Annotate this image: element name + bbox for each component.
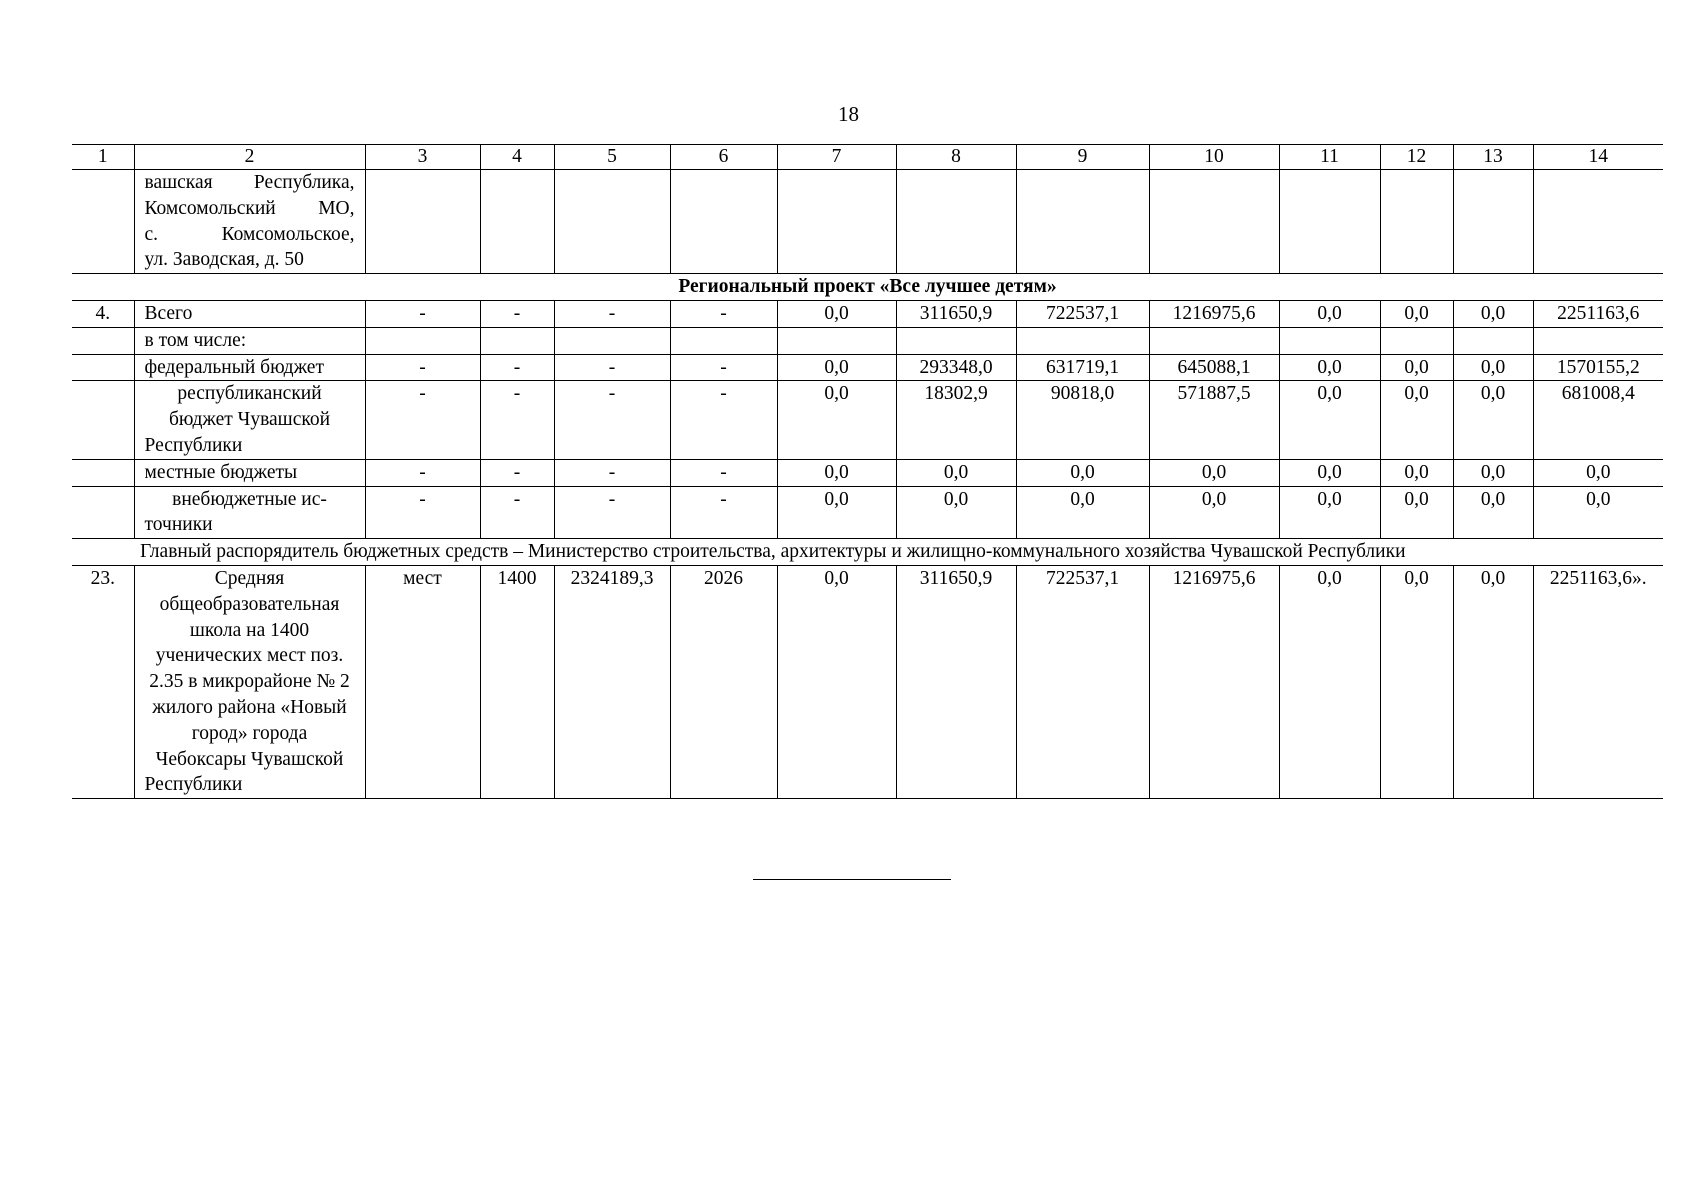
table-row — [72, 354, 1663, 381]
cell: 0,0 — [1453, 486, 1533, 539]
row-number: 4. — [72, 300, 134, 327]
cell: 571887,5 — [1149, 381, 1279, 459]
column-header: 10 — [1149, 145, 1279, 170]
row-label: внебюджетные ис-точники — [134, 486, 365, 539]
cell: 0,0 — [777, 354, 896, 381]
column-header: 7 — [777, 145, 896, 170]
address-line: Комсомольский МО, — [144, 197, 355, 219]
cell: 0,0 — [777, 381, 896, 459]
row-label: в том числе: — [134, 327, 365, 354]
address-line: вашская Республика, — [144, 172, 355, 193]
column-header: 12 — [1380, 145, 1453, 170]
cell: 311650,9 — [896, 565, 1016, 798]
cell: 0,0 — [1453, 354, 1533, 381]
section-title: Региональный проект «Все лучшее детям» — [72, 274, 1663, 301]
cell: 0,0 — [1279, 354, 1380, 381]
cell: - — [554, 354, 670, 381]
address-line: с. Комсомольское, — [144, 223, 355, 245]
column-header: 11 — [1279, 145, 1380, 170]
table-row — [72, 170, 1663, 274]
cell: 2026 — [670, 565, 777, 798]
cell: - — [480, 300, 554, 327]
table-row — [72, 327, 1663, 354]
cell: мест — [365, 565, 480, 798]
cell: - — [480, 354, 554, 381]
column-header: 14 — [1533, 145, 1663, 170]
cell: 0,0 — [1149, 459, 1279, 486]
cell: - — [554, 381, 670, 459]
budget-table — [72, 144, 1663, 799]
cell: 0,0 — [1380, 459, 1453, 486]
cell: 0,0 — [1279, 459, 1380, 486]
cell: - — [365, 459, 480, 486]
cell: 0,0 — [1453, 381, 1533, 459]
cell: 0,0 — [1279, 565, 1380, 798]
cell: - — [670, 354, 777, 381]
cell: 0,0 — [1279, 381, 1380, 459]
column-header: 4 — [480, 145, 554, 170]
column-header: 3 — [365, 145, 480, 170]
table-row — [72, 565, 1663, 798]
budget-manager-title: Главный распорядитель бюджетных средств – Министерство строительства, архитектуры и жилищно-коммунального хозяйства Чувашской Республики — [72, 539, 1663, 566]
cell: 0,0 — [1453, 300, 1533, 327]
row-label: Всего — [134, 300, 365, 327]
cell: 0,0 — [1453, 459, 1533, 486]
address-line: ул. Заводская, д. 50 — [144, 249, 304, 271]
cell: 0,0 — [777, 300, 896, 327]
row-label: республиканский бюджет Чувашской Республики — [134, 381, 365, 459]
cell: 631719,1 — [1016, 354, 1149, 381]
cell: 2324189,3 — [554, 565, 670, 798]
cell: 2251163,6 — [1533, 300, 1663, 327]
manager-title-row — [72, 539, 1663, 566]
cell: - — [480, 381, 554, 459]
column-number-row — [72, 145, 1663, 170]
cell: 0,0 — [1380, 300, 1453, 327]
cell: 681008,4 — [1533, 381, 1663, 459]
page-number: 18 — [838, 102, 859, 126]
cell: 645088,1 — [1149, 354, 1279, 381]
cell: - — [365, 300, 480, 327]
cell: 1570155,2 — [1533, 354, 1663, 381]
column-header: 6 — [670, 145, 777, 170]
table-row — [72, 381, 1663, 459]
cell: 0,0 — [896, 459, 1016, 486]
cell: - — [554, 300, 670, 327]
cell: 0,0 — [777, 486, 896, 539]
cell: 0,0 — [1279, 300, 1380, 327]
column-header: 5 — [554, 145, 670, 170]
cell: - — [365, 381, 480, 459]
cell: 0,0 — [1380, 565, 1453, 798]
cell: 0,0 — [777, 459, 896, 486]
cell: 722537,1 — [1016, 565, 1149, 798]
cell: 1216975,6 — [1149, 300, 1279, 327]
cell: 0,0 — [1533, 459, 1663, 486]
cell: 0,0 — [777, 565, 896, 798]
cell: - — [670, 459, 777, 486]
cell: 293348,0 — [896, 354, 1016, 381]
cell: 18302,9 — [896, 381, 1016, 459]
cell: - — [554, 459, 670, 486]
row-number: 23. — [72, 565, 134, 798]
cell: 2251163,6». — [1533, 565, 1663, 798]
section-title-row — [72, 274, 1663, 301]
cell: 0,0 — [1380, 354, 1453, 381]
row-label: федеральный бюджет — [134, 354, 365, 381]
cell: - — [670, 300, 777, 327]
cell: 0,0 — [1149, 486, 1279, 539]
cell: 0,0 — [896, 486, 1016, 539]
cell: 0,0 — [1453, 565, 1533, 798]
footer-rule — [753, 879, 951, 880]
object-name: Средняя общеобразовательная школа на 1400 ученических мест поз. 2.35 в микрорайоне № 2 жилого района «Новый город» города Чебоксары Чувашской Республики — [134, 565, 365, 798]
cell: 0,0 — [1380, 381, 1453, 459]
table-row — [72, 486, 1663, 539]
cell: - — [554, 486, 670, 539]
cell: 90818,0 — [1016, 381, 1149, 459]
cell: - — [480, 486, 554, 539]
cell: 0,0 — [1279, 486, 1380, 539]
cell: 722537,1 — [1016, 300, 1149, 327]
cell: 0,0 — [1533, 486, 1663, 539]
cell: 1216975,6 — [1149, 565, 1279, 798]
table-row — [72, 459, 1663, 486]
object-address — [134, 170, 365, 274]
column-header: 9 — [1016, 145, 1149, 170]
column-header: 2 — [134, 145, 365, 170]
cell: - — [480, 459, 554, 486]
cell: - — [670, 381, 777, 459]
cell: - — [670, 486, 777, 539]
column-header: 13 — [1453, 145, 1533, 170]
column-header: 1 — [72, 145, 134, 170]
cell: 311650,9 — [896, 300, 1016, 327]
cell: 0,0 — [1380, 486, 1453, 539]
cell: 0,0 — [1016, 486, 1149, 539]
cell: 0,0 — [1016, 459, 1149, 486]
cell: - — [365, 354, 480, 381]
row-label: местные бюджеты — [134, 459, 365, 486]
column-header: 8 — [896, 145, 1016, 170]
cell: 1400 — [480, 565, 554, 798]
table-row — [72, 300, 1663, 327]
cell: - — [365, 486, 480, 539]
